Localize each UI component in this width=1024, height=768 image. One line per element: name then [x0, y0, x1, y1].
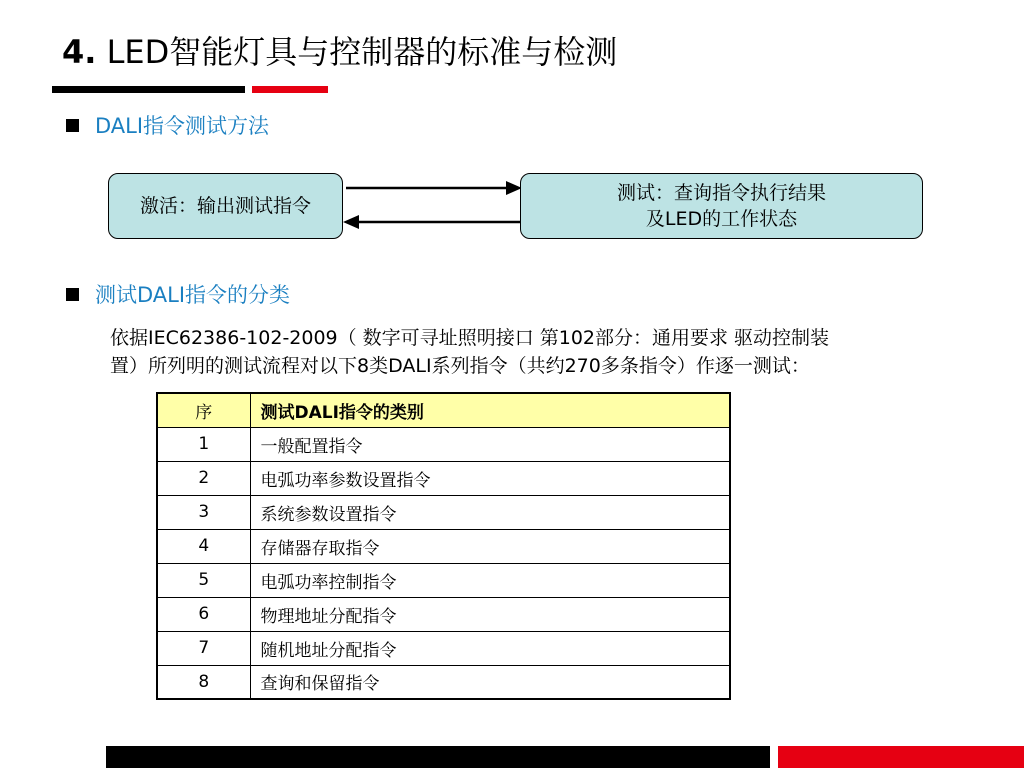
- row-number: 6: [157, 597, 250, 631]
- header-category: 测试DALI指令的类别: [250, 393, 730, 427]
- row-number: 4: [157, 529, 250, 563]
- flow-arrows: [340, 175, 525, 235]
- table-row: [157, 631, 730, 665]
- section-heading-classification: [66, 279, 290, 309]
- row-number: 8: [157, 665, 250, 699]
- table-row: [157, 495, 730, 529]
- square-bullet-icon: [66, 288, 79, 301]
- section-heading-test-method: [66, 110, 269, 140]
- footer-bar-black: [106, 746, 770, 768]
- dali-command-table: [156, 392, 731, 700]
- table-row: [157, 461, 730, 495]
- row-category: 物理地址分配指令: [250, 597, 730, 631]
- row-number: 3: [157, 495, 250, 529]
- table-row: [157, 427, 730, 461]
- row-number: 5: [157, 563, 250, 597]
- title-number: 4.: [62, 33, 97, 71]
- row-category: 电弧功率控制指令: [250, 563, 730, 597]
- table-row: [157, 665, 730, 699]
- table-row: [157, 563, 730, 597]
- section-heading-text: 测试DALI指令的分类: [95, 283, 291, 307]
- paragraph-line-1: 依据IEC62386-102-2009（ 数字可寻址照明接口 第102部分：通用要求 驱动控制装: [110, 327, 830, 349]
- table-row: [157, 529, 730, 563]
- title-text: LED智能灯具与控制器的标准与检测: [106, 33, 618, 71]
- test-result-box: [520, 173, 923, 239]
- title-underline-black: [52, 86, 245, 93]
- return-arrow-head-icon: [343, 215, 359, 229]
- footer-bar-red: [778, 746, 1024, 768]
- row-number: 1: [157, 427, 250, 461]
- row-number: 2: [157, 461, 250, 495]
- section-heading-text: DALI指令测试方法: [95, 114, 270, 138]
- title-underline-red: [252, 86, 328, 93]
- row-category: 存储器存取指令: [250, 529, 730, 563]
- test-result-line2: 及LED的工作状态: [645, 208, 798, 230]
- table-header-row: [157, 393, 730, 427]
- table-row: [157, 597, 730, 631]
- row-category: 系统参数设置指令: [250, 495, 730, 529]
- description-paragraph: [110, 324, 990, 380]
- row-category: 电弧功率参数设置指令: [250, 461, 730, 495]
- test-result-line1: 测试：查询指令执行结果: [616, 182, 826, 204]
- activate-box: [108, 173, 343, 239]
- row-number: 7: [157, 631, 250, 665]
- slide-title: [62, 30, 617, 74]
- header-serial: 序: [157, 393, 250, 427]
- activate-box-label: 激活：输出测试指令: [139, 195, 311, 217]
- square-bullet-icon: [66, 119, 79, 132]
- paragraph-line-2: 置）所列明的测试流程对以下8类DALI系列指令（共约270多条指令）作逐一测试：: [110, 355, 810, 377]
- row-category: 一般配置指令: [250, 427, 730, 461]
- row-category: 随机地址分配指令: [250, 631, 730, 665]
- row-category: 查询和保留指令: [250, 665, 730, 699]
